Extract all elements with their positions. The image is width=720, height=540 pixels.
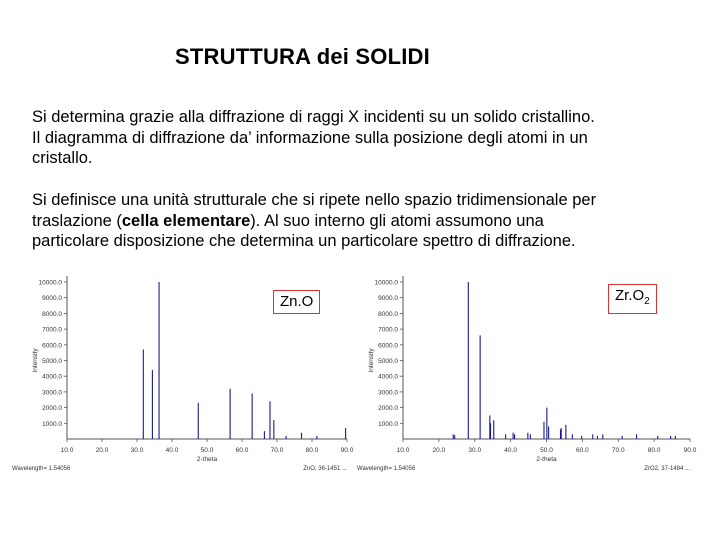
label-zno — [273, 290, 320, 314]
footer-wavelength: Wavelength= 1.54056 — [357, 466, 416, 472]
x-tick-label: 80.0 — [305, 447, 319, 454]
footer-pattern-id: ZrO2, 37-1484 ... — [644, 466, 690, 472]
paragraph-text: ). Al suo interno gli atomi assumono una — [250, 211, 544, 230]
x-tick-label: 50.0 — [540, 447, 553, 454]
y-axis-label: Intensity — [32, 348, 39, 373]
y-tick-label: 5000.0 — [378, 358, 398, 365]
term-unit-cell: cella elementare — [121, 211, 251, 230]
zro2-diffraction-svg — [355, 270, 720, 490]
x-tick-label: 30.0 — [468, 447, 482, 454]
page-title: STRUTTURA dei SOLIDI — [175, 44, 430, 69]
y-tick-label: 9000.0 — [378, 295, 398, 303]
x-axis-label: 2-theta — [536, 456, 557, 463]
y-tick-label: 7000.0 — [378, 326, 398, 334]
label-zno-text: Zn.O — [280, 293, 314, 310]
y-tick-label: 4000.0 — [378, 373, 398, 381]
label-zro2-text: Zr.O — [615, 287, 645, 304]
footer-pattern-id: ZnO, 36-1451 ... — [303, 466, 347, 472]
paragraph-unit-cell — [32, 190, 682, 252]
x-tick-label: 20.0 — [95, 447, 109, 454]
x-tick-label: 40.0 — [504, 447, 517, 454]
x-tick-label: 60.0 — [576, 447, 589, 454]
y-tick-label: 2000.0 — [378, 405, 398, 413]
paragraph-xray-diffraction — [32, 107, 682, 169]
y-tick-label: 2000.0 — [42, 405, 62, 413]
paragraph-line — [32, 211, 682, 232]
x-tick-label: 20.0 — [432, 447, 446, 454]
chart-zro2-diffraction — [355, 270, 720, 490]
y-tick-label: 7000.0 — [42, 326, 62, 334]
x-tick-label: 70.0 — [270, 447, 284, 454]
x-tick-label: 90.0 — [340, 447, 354, 454]
y-tick-label: 3000.0 — [42, 389, 62, 397]
paragraph-line: Il diagramma di diffrazione da’ informazione sulla posizione degli atomi in un — [32, 128, 588, 147]
x-tick-label: 90.0 — [683, 447, 697, 454]
y-tick-label: 8000.0 — [378, 310, 398, 318]
y-tick-label: 8000.0 — [42, 310, 62, 318]
label-zro2 — [608, 284, 657, 314]
paragraph-text: traslazione ( — [32, 211, 122, 230]
x-tick-label: 10.0 — [396, 447, 410, 454]
x-tick-label: 30.0 — [130, 447, 144, 454]
y-tick-label: 6000.0 — [378, 342, 398, 350]
paragraph-line: particolare disposizione che determina un particolare spettro di diffrazione. — [32, 232, 576, 250]
x-tick-label: 10.0 — [60, 447, 74, 454]
paragraph-line: Si definisce una unità strutturale che si ripete nello spazio tridimensionale per — [32, 191, 597, 209]
y-tick-label: 1000.0 — [42, 420, 62, 428]
y-tick-label: 5000.0 — [42, 358, 62, 365]
y-tick-label: 1000.0 — [378, 420, 398, 428]
label-zro2-subscript: 2 — [644, 296, 650, 307]
y-tick-label: 10000.0 — [38, 279, 62, 287]
y-tick-label: 9000.0 — [42, 295, 62, 303]
paragraph-line: Si determina grazie alla diffrazione di raggi X incidenti su un solido cristallino. — [32, 108, 595, 126]
y-axis-label: Intensity — [368, 348, 375, 373]
x-tick-label: 60.0 — [235, 447, 249, 454]
footer-wavelength: Wavelength= 1.54056 — [12, 466, 71, 472]
x-tick-label: 70.0 — [611, 447, 625, 454]
y-tick-label: 3000.0 — [378, 389, 398, 397]
x-tick-label: 50.0 — [200, 447, 214, 454]
x-tick-label: 40.0 — [165, 447, 179, 454]
y-tick-label: 10000.0 — [374, 279, 398, 287]
y-tick-label: 6000.0 — [42, 342, 62, 350]
x-axis-label: 2-theta — [196, 456, 218, 463]
x-tick-label: 80.0 — [647, 447, 661, 454]
paragraph-line: cristallo. — [32, 149, 93, 167]
y-tick-label: 4000.0 — [42, 373, 62, 381]
